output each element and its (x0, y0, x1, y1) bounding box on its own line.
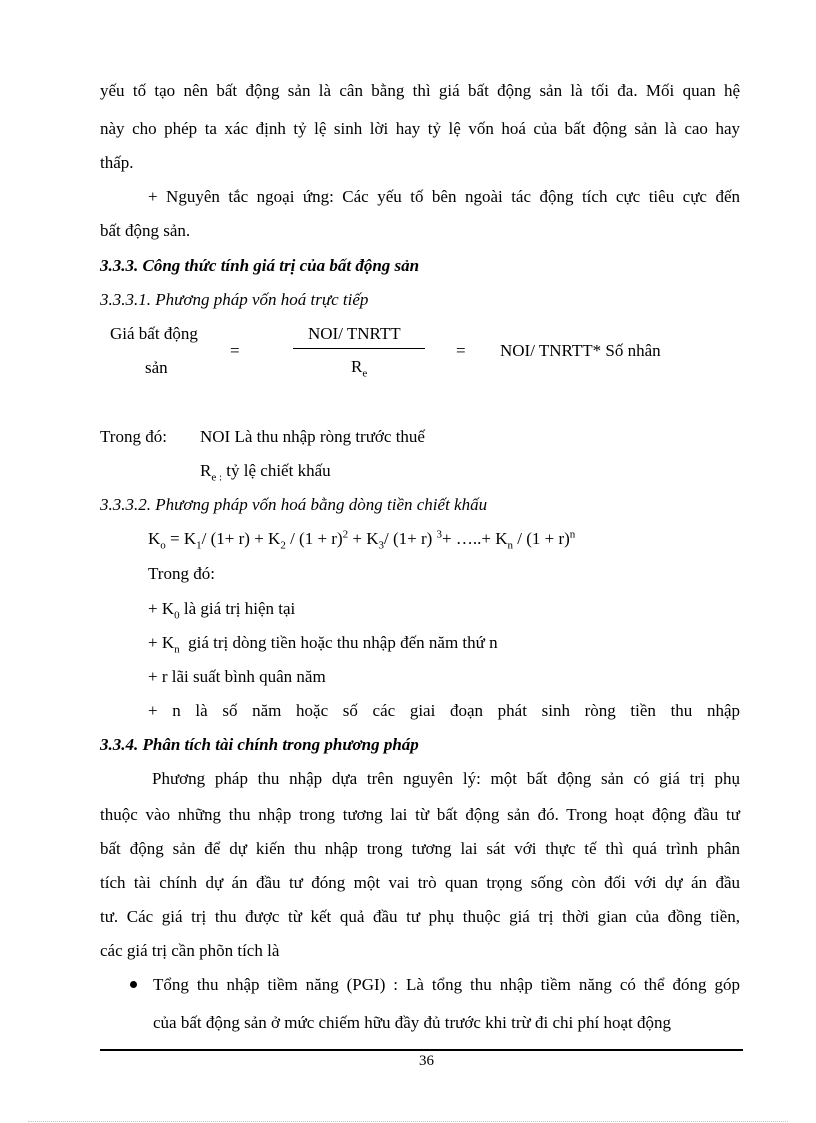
discount-formula: $K_o = K_1/$ $(1+ r) + K_2 / (1 + r)^2 + K_3/$ (1+ r) $^3$+ …..+ $K_n / (1 + r)^n$ (148, 528, 576, 552)
fraction-bar (293, 348, 425, 349)
section-heading: 3.3.4. Phân tích tài chính trong phương pháp (100, 735, 419, 754)
paragraph-line: tích tài chính dự án đầu tư đóng một vai trò quan trọng sống còn đối với dự án đầu (100, 873, 740, 892)
subsection-heading: 3.3.3.1. Phương pháp vốn hoá trực tiếp (100, 290, 369, 309)
paragraph-line: yếu tố tạo nên bất động sản là cân bằng thì giá bất động sản là tối đa. Mối quan hệ (100, 81, 740, 100)
subsection-heading: 3.3.3.2. Phương pháp vốn hoá bằng dòng tiền chiết khấu (100, 495, 488, 514)
page-edge-divider (28, 1121, 788, 1122)
fraction-numerator: NOI/ TNRTT (308, 324, 401, 343)
where-label: Trong đó: (148, 564, 215, 583)
formula-lhs: sản (145, 358, 168, 377)
paragraph-line: Phương pháp thu nhập dựa trên nguyên lý: một bất động sản có giá trị phụ (152, 769, 740, 788)
paragraph-line: bất động sản để dự kiến thu nhập trong tương lai sát với thực tế thì quá trình phân (100, 839, 740, 858)
paragraph-line: thấp. (100, 153, 134, 172)
paragraph-line: + Nguyên tắc ngoại ứng: Các yếu tố bên ngoài tác động tích cực tiêu cực đến (148, 187, 740, 206)
where-label: Trong đó: (100, 427, 167, 446)
paragraph-line: các giá trị cần phõn tích là (100, 941, 280, 960)
definition-item: + r lãi suất bình quân năm (148, 667, 326, 686)
paragraph-line: thuộc vào những thu nhập trong tương lai từ bất động sản đó. Trong hoạt động đầu tư (100, 805, 740, 824)
bullet-icon (130, 981, 137, 988)
bullet-line: Tổng thu nhập tiềm năng (PGI) : Là tổng thu nhập tiềm năng có thể đóng góp (153, 975, 740, 994)
section-heading: 3.3.3. Công thức tính giá trị của bất động sản (100, 256, 420, 275)
page-number: 36 (419, 1053, 434, 1069)
footer-rule (100, 1049, 743, 1051)
bullet-line: của bất động sản ở mức chiếm hữu đầy đủ trước khi trừ đi chi phí hoạt động (153, 1013, 671, 1032)
equals-sign: = (456, 341, 466, 360)
definition-item: $R_{e :}$ tỷ lệ chiết khấu (200, 461, 331, 484)
paragraph-line: tư. Các giá trị thu được từ kết quả đầu tư phụ thuộc giá trị thời gian của đồng tiền, (100, 907, 740, 926)
paragraph-line: này cho phép ta xác định tỷ lệ sinh lời hay tỷ lệ vốn hoá của bất động sản là cao hay (100, 119, 740, 138)
formula-lhs: Giá bất động (110, 324, 198, 343)
formula-rhs: NOI/ TNRTT* Số nhân (500, 341, 661, 360)
equals-sign: = (230, 341, 240, 360)
paragraph-line: bất động sản. (100, 221, 191, 240)
fraction-denominator: $R_e$ (351, 357, 368, 380)
definition-item: + n là số năm hoặc số các giai đoạn phát sinh ròng tiền thu nhập (148, 701, 740, 720)
definition-item: + $K_0$ là giá trị hiện tại (148, 599, 296, 622)
definition-item: + $K_n$ giá trị dòng tiền hoặc thu nhập đến năm thứ n (148, 633, 498, 656)
definition-item: NOI Là thu nhập ròng trước thuế (200, 427, 425, 446)
